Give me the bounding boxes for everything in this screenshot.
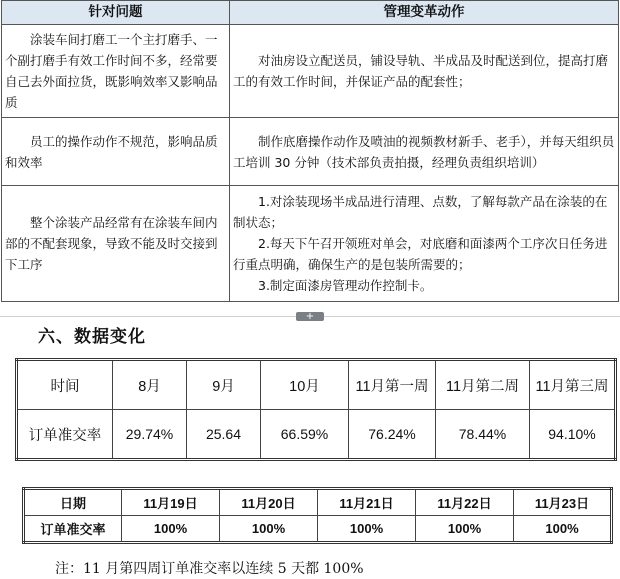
row-label: 订单准交率: [24, 516, 122, 543]
problem-action-table: [1, 0, 619, 302]
action-text: 1.对涂装现场半成品进行清理、点数，了解每款产品在涂装的在制状态；: [233, 194, 608, 230]
problem-text: 整个涂装产品经常有在涂装车间内部的不配套现象，导致不能及时交接到下工序: [5, 215, 218, 272]
header-action: 管理变革动作: [230, 1, 619, 25]
date-cell: 11月20日: [220, 489, 318, 516]
table-row: [17, 410, 616, 460]
rate-cell: 100%: [122, 516, 220, 543]
action-text: 3.制定面漆房管理动作控制卡。: [258, 278, 433, 293]
period-cell: 10月: [261, 360, 349, 410]
period-cell: 11月第一周: [349, 360, 436, 410]
rate-cell: 100%: [416, 516, 514, 543]
table-row: [17, 360, 616, 410]
table-row: [24, 489, 612, 516]
date-cell: 11月19日: [122, 489, 220, 516]
action-text: 2.每天下午召开领班对单会，对底磨和面漆两个工序次日任务进行重点明确，确保生产的是包装所需要的；: [233, 236, 608, 272]
rate-cell: 66.59%: [261, 410, 349, 460]
rate-cell: 100%: [318, 516, 416, 543]
action-cell: [230, 25, 619, 118]
row-label: 订单准交率: [17, 410, 113, 460]
problem-cell: [2, 186, 230, 302]
period-cell: 11月第二周: [436, 360, 530, 410]
period-cell: 9月: [187, 360, 261, 410]
rate-cell: 76.24%: [349, 410, 436, 460]
action-cell: [230, 186, 619, 302]
action-text: 对油房设立配送员，铺设导轨、半成品及时配送到位，提高打磨工的有效工作时间，并保证产品的配套性；: [233, 53, 609, 89]
rate-cell: 100%: [220, 516, 318, 543]
section-title: 六、数据变化: [38, 327, 146, 347]
table-row: [24, 516, 612, 543]
rate-cell: 25.64: [187, 410, 261, 460]
action-text: 制作底磨操作动作及喷油的视频教材新手、老手），并每天组织员工培训 30 分钟（技术部负责拍摄，经理负责组织培训）: [233, 133, 615, 170]
header-problem: 针对问题: [2, 1, 230, 25]
rate-cell: 94.10%: [530, 410, 616, 460]
row-label: 日期: [24, 489, 122, 516]
date-cell: 11月21日: [318, 489, 416, 516]
period-cell: 8月: [113, 360, 187, 410]
problem-text: 涂装车间打磨工一个主打磨手、一个副打磨手有效工作时间不多，经常要自己去外面拉货，既影响效率又影响品质: [5, 32, 218, 110]
date-cell: 11月23日: [514, 489, 612, 516]
monthly-rate-table: [15, 358, 617, 461]
rate-cell: 100%: [514, 516, 612, 543]
action-cell: [230, 118, 619, 186]
footnote: 注：11 月第四周订单准交率以连续 5 天都 100%: [55, 561, 364, 577]
table-resize-handle[interactable]: +: [296, 312, 324, 321]
date-cell: 11月22日: [416, 489, 514, 516]
daily-rate-table: [22, 487, 613, 544]
rate-cell: 29.74%: [113, 410, 187, 460]
table-row: [2, 186, 619, 302]
problem-cell: [2, 25, 230, 118]
table-row: [2, 118, 619, 186]
problem-text: 员工的操作动作不规范，影响品质和效率: [5, 133, 218, 170]
table-row: [2, 25, 619, 118]
row-label: 时间: [17, 360, 113, 410]
table-header-row: [2, 1, 619, 25]
period-cell: 11月第三周: [530, 360, 616, 410]
problem-cell: [2, 118, 230, 186]
rate-cell: 78.44%: [436, 410, 530, 460]
